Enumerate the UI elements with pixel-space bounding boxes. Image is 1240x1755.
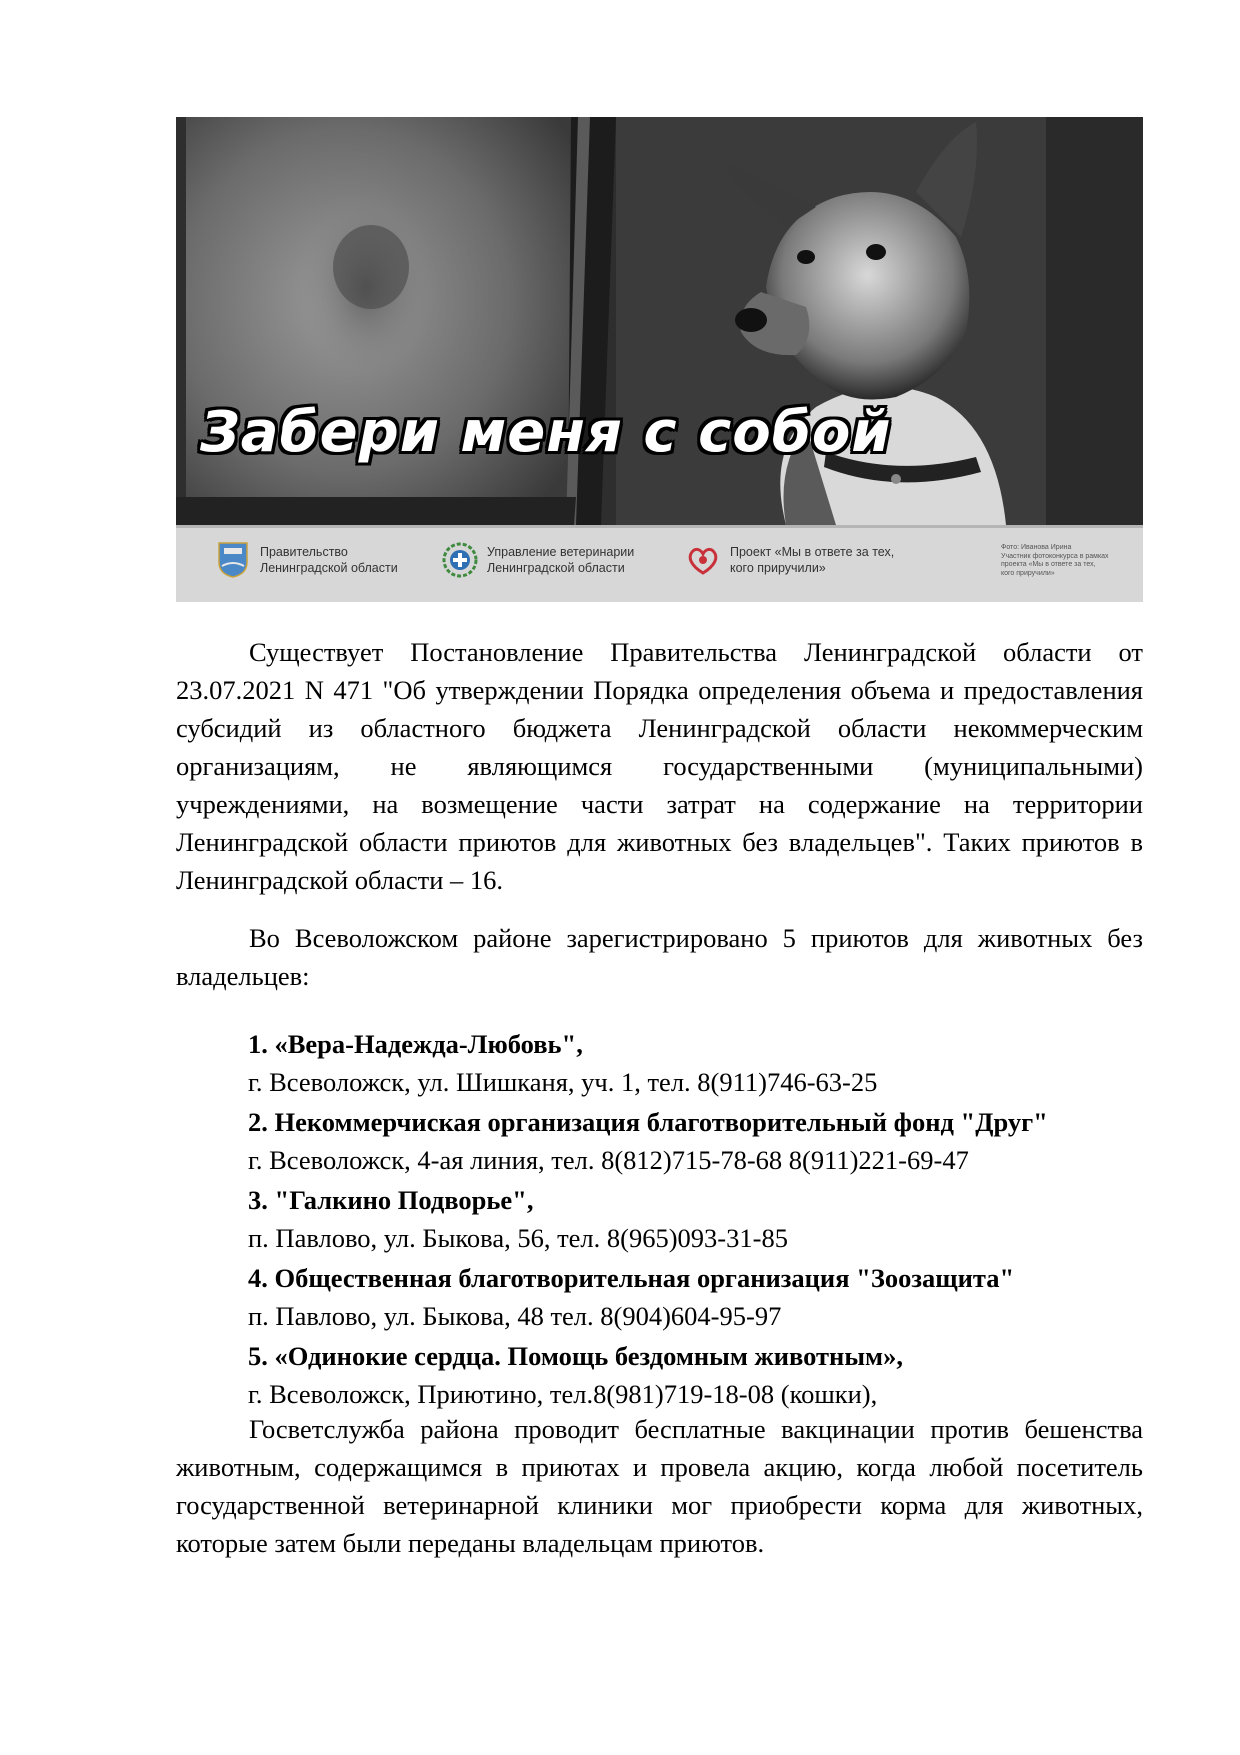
credit-line1: Фото: Иванова Ирина <box>1001 544 1072 551</box>
list-item <box>248 1337 1048 1413</box>
paragraph-resolution <box>176 633 1143 899</box>
paragraph-1: Существует Постановление Правительства Ленинградской области от 23.07.2021 N 471 "Об утверждении Порядка определения объема и предоставления субсидий из областного бюджета Ленинградской области некоммерческим организациям, не являющимся государственными (муниципальными) учреждениями, на возмещение части затрат на содержание на территории Ленинградской области приютов для животных без владельцев". Таких приютов в Ленинградской области – 16. <box>176 637 1143 895</box>
shelter-name: 3. "Галкино Подворье", <box>248 1185 534 1215</box>
paragraph-vsevolozhsk <box>176 919 1143 995</box>
list-item <box>248 1259 1048 1335</box>
banner-slogan: Забери меня с собой <box>200 400 892 465</box>
shelter-address: г. Всеволожск, Приютино, тел.8(981)719-18-08 (кошки), <box>248 1379 878 1409</box>
leningrad-coat-of-arms-icon <box>214 540 252 580</box>
logo-project <box>684 540 894 580</box>
heart-hands-icon <box>684 540 722 580</box>
veterinary-emblem-icon <box>441 540 479 580</box>
logo-leningrad-government <box>214 540 398 580</box>
shelter-address: п. Павлово, ул. Быкова, 56, тел. 8(965)093-31-85 <box>248 1223 788 1253</box>
shelter-address: п. Павлово, ул. Быкова, 48 тел. 8(904)604-95-97 <box>248 1301 782 1331</box>
logo-gov-line1: Правительство <box>260 545 348 559</box>
logo-gov-line2: Ленинградской области <box>260 561 398 575</box>
banner <box>176 117 1143 602</box>
credit-line3: проекта «Мы в ответе за тех, <box>1001 561 1096 568</box>
logo-vet-line2: Ленинградской области <box>487 561 625 575</box>
list-item <box>248 1103 1048 1179</box>
list-item <box>248 1181 1048 1257</box>
shelter-name: 1. «Вера-Надежда-Любовь", <box>248 1029 583 1059</box>
shelter-address: г. Всеволожск, 4-ая линия, тел. 8(812)715-78-68 8(911)221-69-47 <box>248 1145 969 1175</box>
logo-vet-line1: Управление ветеринарии <box>487 545 635 559</box>
shelter-name: 2. Некоммерчиская организация благотворительный фонд "Друг" <box>248 1107 1048 1137</box>
paragraph-vet-service <box>176 1410 1143 1562</box>
shelter-address: г. Всеволожск, ул. Шишканя, уч. 1, тел. 8(911)746-63-25 <box>248 1067 878 1097</box>
shelter-name: 4. Общественная благотворительная организация "Зоозащита" <box>248 1263 1015 1293</box>
list-item <box>248 1025 1048 1101</box>
shelter-name: 5. «Одинокие сердца. Помощь бездомным животным», <box>248 1341 903 1371</box>
banner-photo <box>176 117 1143 525</box>
banner-logo-strip <box>176 525 1143 602</box>
logo-project-line2: кого приручили» <box>730 561 826 575</box>
credit-line4: кого приручили» <box>1001 569 1055 577</box>
credit-line2: Участник фотоконкурса в рамках <box>1001 552 1109 560</box>
logo-veterinary-department <box>441 540 634 580</box>
paragraph-2: Во Всеволожском районе зарегистрировано 5 приютов для животных без владельцев: <box>176 923 1143 991</box>
shelter-list <box>248 1025 1048 1415</box>
paragraph-3: Госветслужба района проводит бесплатные вакцинации против бешенства животным, содержащимся в приютах и провела акцию, когда любой посетитель государственной ветеринарной клиники мог приобрести корма для животных, которые затем были переданы владельцам приютов. <box>176 1414 1143 1558</box>
logo-project-line1: Проект «Мы в ответе за тех, <box>730 545 895 559</box>
photo-credit <box>1001 544 1109 578</box>
